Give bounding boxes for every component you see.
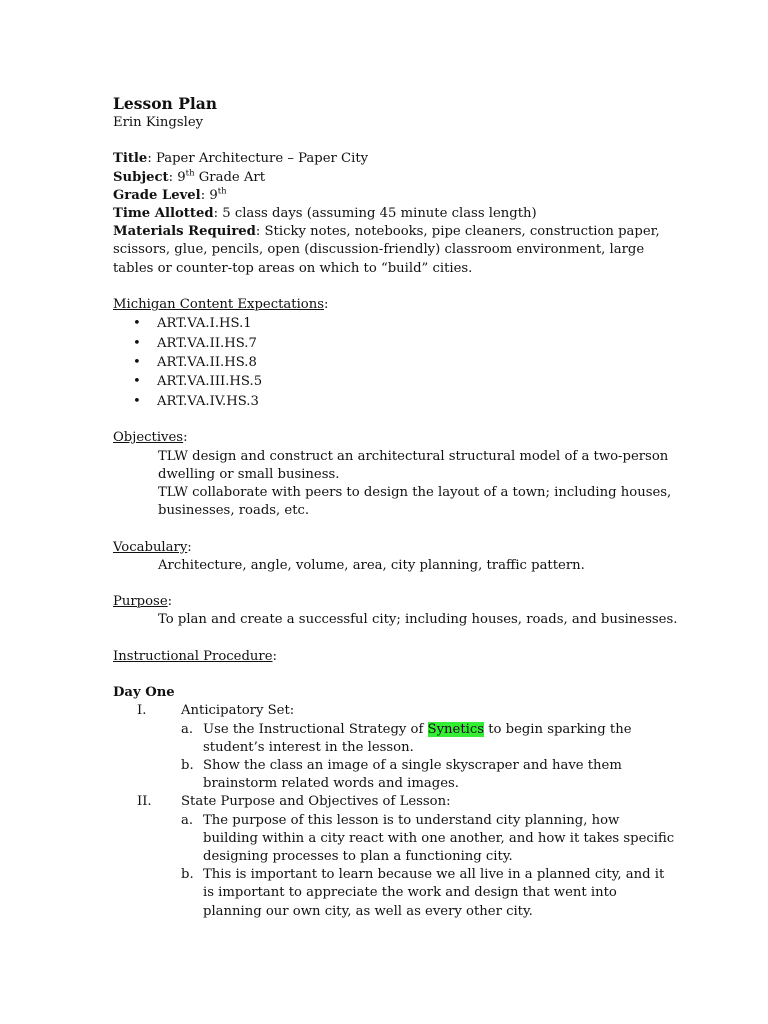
list-item: • ART.VA.II.HS.8 <box>113 353 673 372</box>
list-item-continued: planning our own city, as well as every other city. <box>203 903 533 919</box>
materials-line1: : Sticky notes, notebooks, pipe cleaners, construction paper, <box>255 224 660 240</box>
grade-label: Grade Level <box>113 187 201 203</box>
grade-prefix: : 9 <box>200 187 218 203</box>
author-name: Erin Kingsley <box>113 115 204 130</box>
procedure-heading: Instructional Procedure: <box>113 648 277 664</box>
purpose-text: To plan and create a successful city; including houses, roads, and businesses. <box>158 612 678 628</box>
objective-line: TLW collaborate with peers to design the layout of a town; including houses, <box>158 485 672 501</box>
vocabulary-heading: Vocabulary: <box>113 539 192 555</box>
meta-materials <box>113 223 673 241</box>
section-purpose-objectives: II. State Purpose and Objectives of Lesson: <box>137 794 451 810</box>
subject-label: Subject <box>113 169 169 185</box>
document-title: Lesson Plan <box>113 94 218 113</box>
list-item-continued: building within a city react with one another, and how it takes specific <box>203 830 675 846</box>
meta-subject <box>113 169 673 187</box>
time-value: : 5 class days (assuming 45 minute class length) <box>213 206 537 221</box>
meta-time <box>113 205 673 223</box>
objective-line: dwelling or small business. <box>158 466 340 482</box>
list-item: b. This is important to learn because we all live in a planned city, and it <box>181 867 665 883</box>
materials-line3: tables or counter-top areas on which to “build” cities. <box>113 260 473 276</box>
day-one-heading: Day One <box>113 685 175 701</box>
time-label: Time Allotted <box>113 206 214 221</box>
list-item: • ART.VA.II.HS.7 <box>113 334 673 353</box>
expectations-list <box>113 314 673 411</box>
materials-line2: scissors, glue, pencils, open (discussion-friendly) classroom environment, large <box>113 242 645 258</box>
list-item: a. The purpose of this lesson is to understand city planning, how <box>181 812 620 828</box>
list-item-continued: brainstorm related words and images. <box>203 776 459 792</box>
list-item: b. Show the class an image of a single skyscraper and have them <box>181 758 622 774</box>
title-value: : Paper Architecture – Paper City <box>147 151 369 167</box>
subject-suffix: Grade Art <box>194 169 266 185</box>
objective-line: TLW design and construct an architectural structural model of a two-person <box>158 448 669 464</box>
objective-line: businesses, roads, etc. <box>158 503 310 519</box>
section-anticipatory-set: I. Anticipatory Set: <box>137 703 295 719</box>
subject-sup: th <box>185 168 195 179</box>
list-item-continued: designing processes to plan a functioning city. <box>203 849 513 865</box>
subject-prefix: : 9 <box>168 169 186 185</box>
objectives-heading: Objectives: <box>113 430 188 446</box>
list-item-continued: student’s interest in the lesson. <box>203 739 414 755</box>
list-item-continued: is important to appreciate the work and design that went into <box>203 885 617 901</box>
materials-label: Materials Required <box>113 224 256 240</box>
highlighted-term: Synetics <box>427 721 484 737</box>
title-label: Title <box>113 151 148 167</box>
purpose-heading: Purpose: <box>113 594 173 610</box>
list-item: • ART.VA.III.HS.5 <box>113 372 673 391</box>
list-item: a. Use the Instructional Strategy of Synetics to begin sparking the <box>181 721 632 737</box>
list-item: • ART.VA.IV.HS.3 <box>113 392 673 411</box>
list-item: • ART.VA.I.HS.1 <box>113 314 673 333</box>
grade-sup: th <box>217 186 227 197</box>
document-content <box>113 94 678 921</box>
expectations-heading: Michigan Content Expectations: <box>113 297 329 312</box>
vocabulary-text: Architecture, angle, volume, area, city planning, traffic pattern. <box>158 557 585 573</box>
meta-title <box>113 150 673 168</box>
meta-grade <box>113 187 673 205</box>
